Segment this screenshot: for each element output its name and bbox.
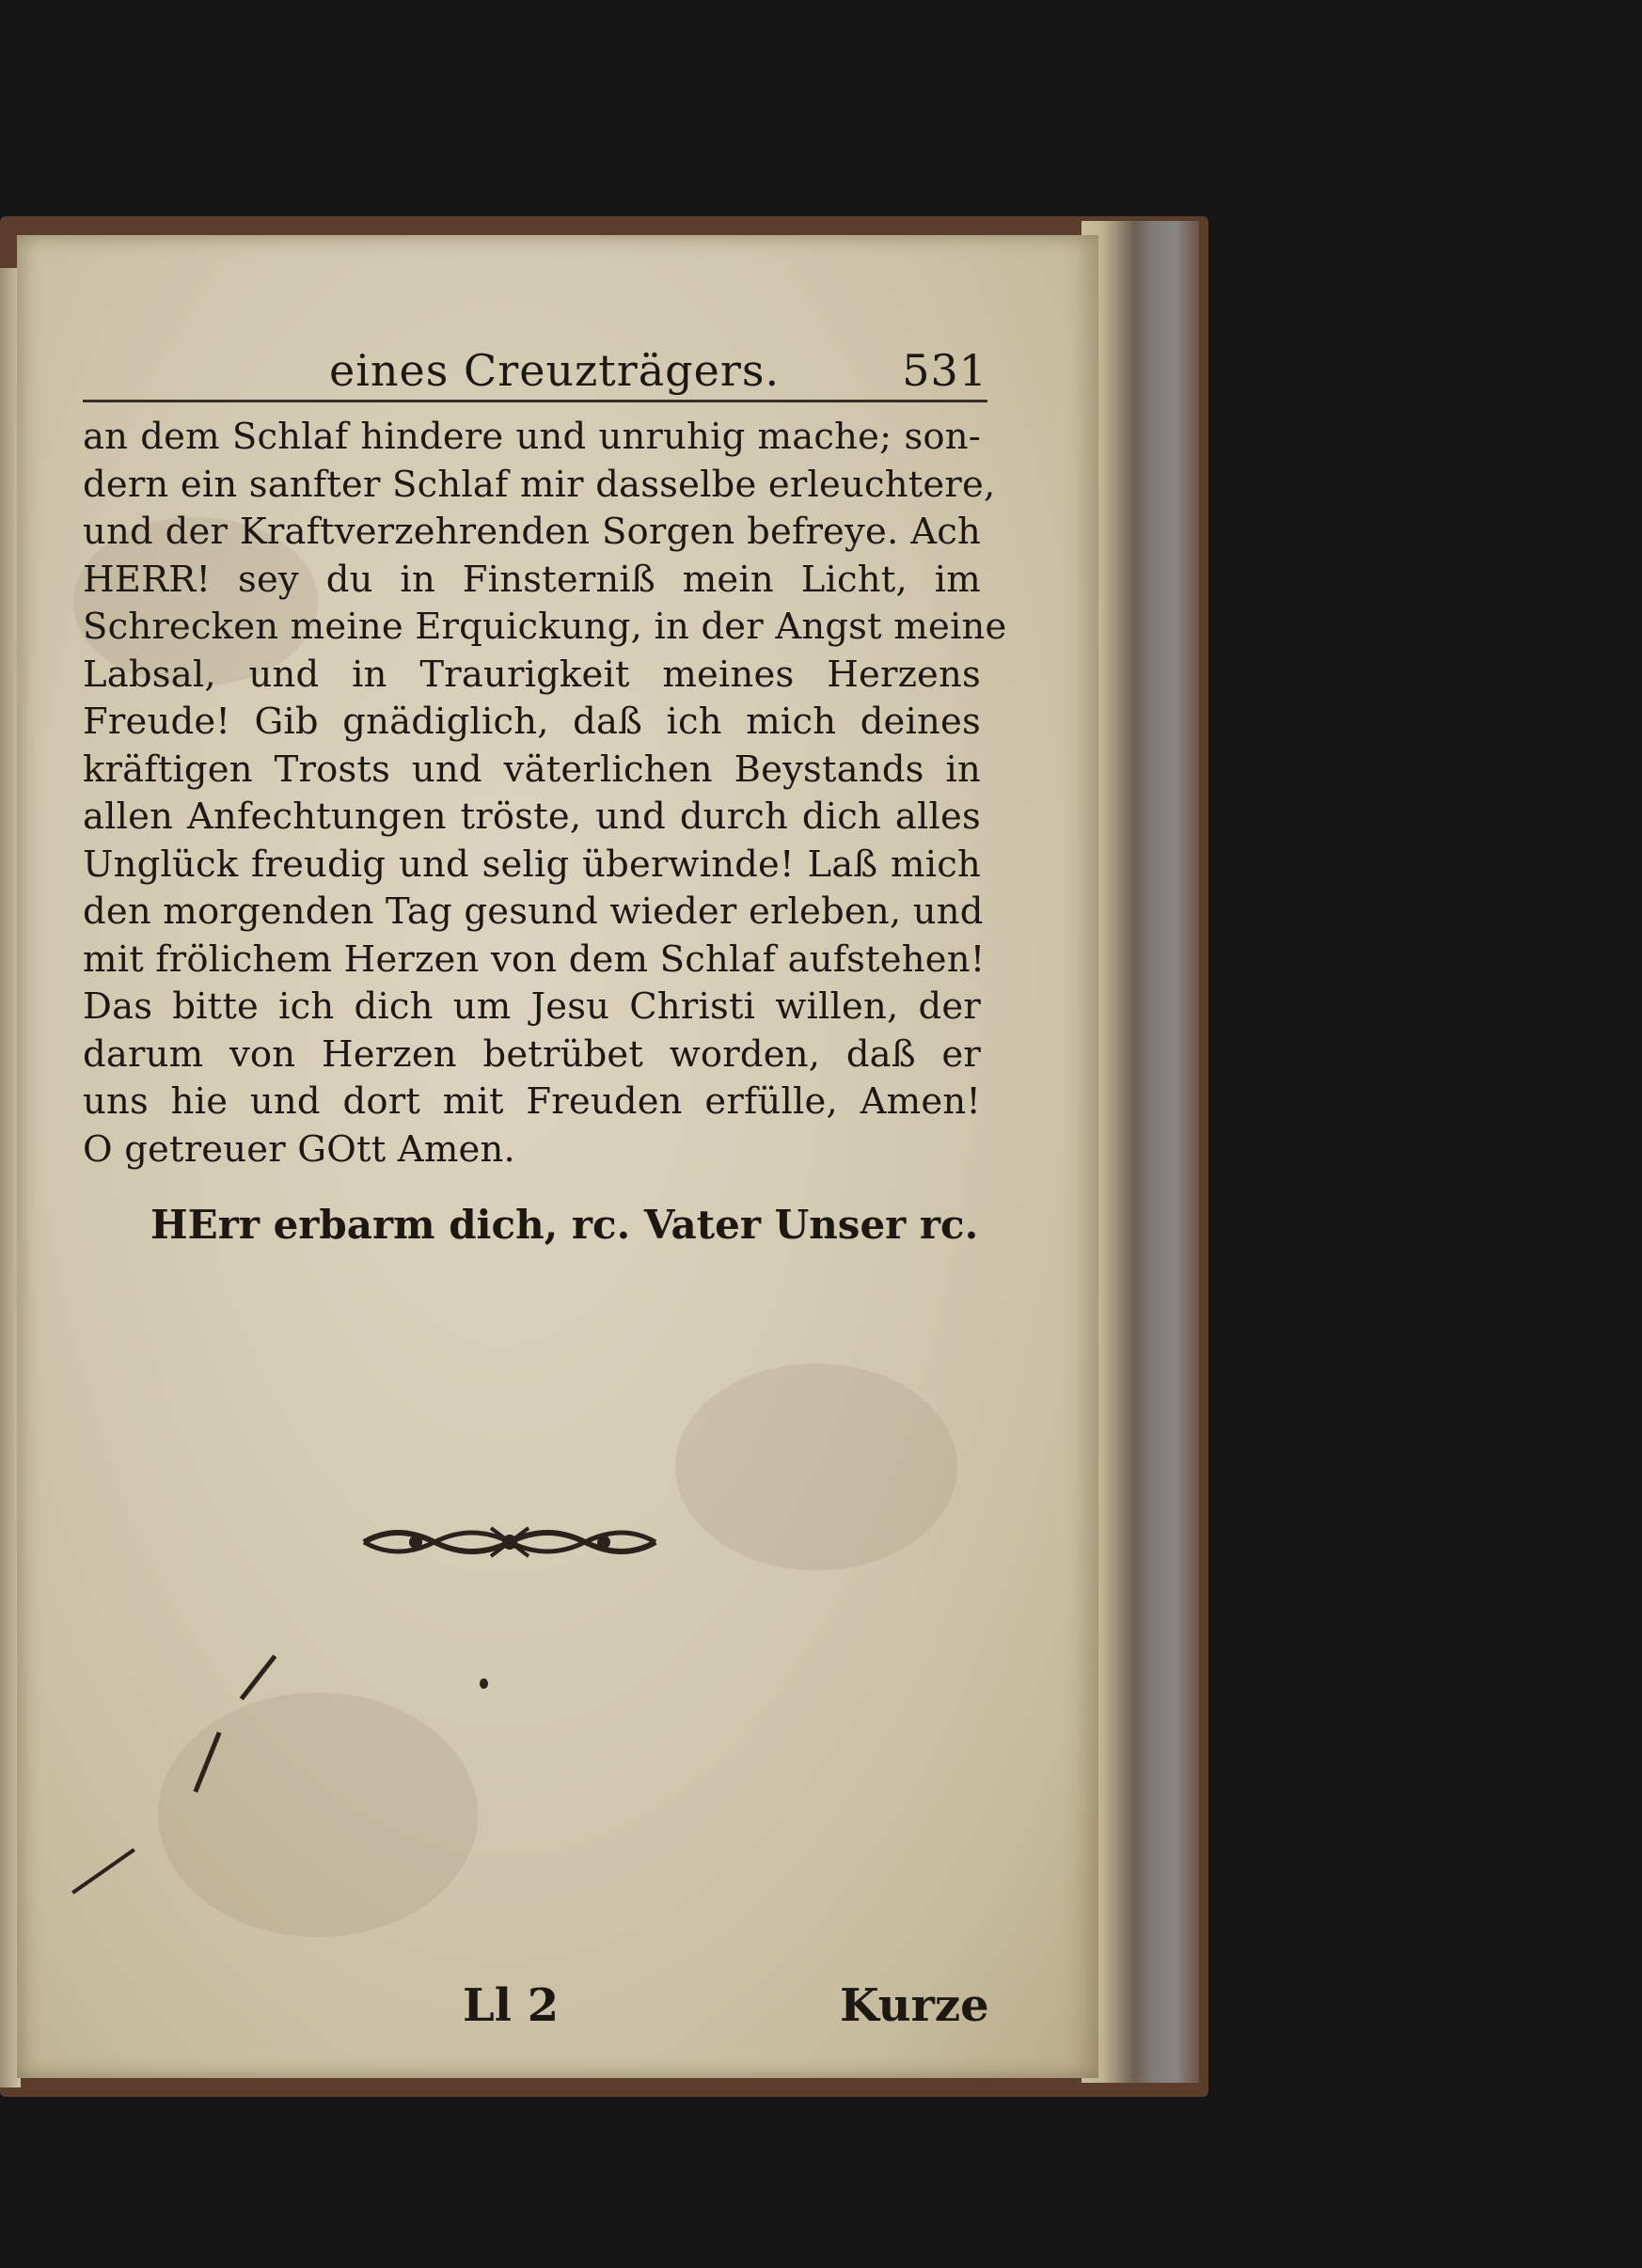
prayer-text	[83, 414, 1007, 1173]
text-line: Das bitte ich dich um Jesu Christi willen, der	[83, 985, 981, 1028]
text-line: uns hie und dort mit Freuden erfülle, Amen!	[83, 1080, 981, 1123]
text-line: darum von Herzen betrübet worden, daß er	[83, 1032, 981, 1076]
text-line: an dem Schlaf hindere und unruhig mache; son-	[83, 416, 981, 458]
text-line: dern ein sanfter Schlaf mir dasselbe erleuchtere,	[83, 463, 996, 506]
text-line: HERR! sey du in Finsterniß mein Licht, im	[83, 558, 981, 601]
signature-mark: Ll 2	[463, 1979, 560, 2032]
running-header	[329, 345, 987, 402]
running-title: eines Creuzträgers.	[329, 345, 781, 396]
text-line: und der Kraftverzehrenden Sorgen befreye. Ach	[83, 511, 981, 553]
text-line: kräftigen Trosts und väterlichen Beystands in	[83, 748, 981, 791]
catchword: Kurze	[840, 1979, 989, 2032]
text-line: Unglück freudig und selig überwinde! Laß mich	[83, 843, 981, 886]
page-number: 531	[902, 345, 987, 396]
paper-stain	[675, 1363, 957, 1570]
paper-stain	[158, 1693, 478, 1937]
refrain-line: HErr erbarm dich, rc. Vater Unser rc.	[150, 1202, 979, 1248]
text-line: allen Anfechtungen tröste, und durch dich alles	[83, 795, 981, 838]
text-line: mit frölichem Herzen von dem Schlaf aufstehen!	[83, 937, 986, 981]
ink-dot	[480, 1678, 488, 1689]
ornament-divider	[359, 1519, 660, 1566]
text-line: Labsal, und in Traurigkeit meines Herzens	[83, 653, 981, 696]
text-line: O getreuer GOtt Amen.	[83, 1127, 515, 1171]
page-block-edge	[1082, 221, 1199, 2083]
text-line: den morgenden Tag gesund wieder erleben, und	[83, 890, 984, 933]
text-line: Freude! Gib gnädiglich, daß ich mich deines	[83, 701, 981, 743]
text-line: Schrecken meine Erquickung, in der Angst meine	[83, 606, 1007, 648]
header-rule	[83, 400, 987, 402]
